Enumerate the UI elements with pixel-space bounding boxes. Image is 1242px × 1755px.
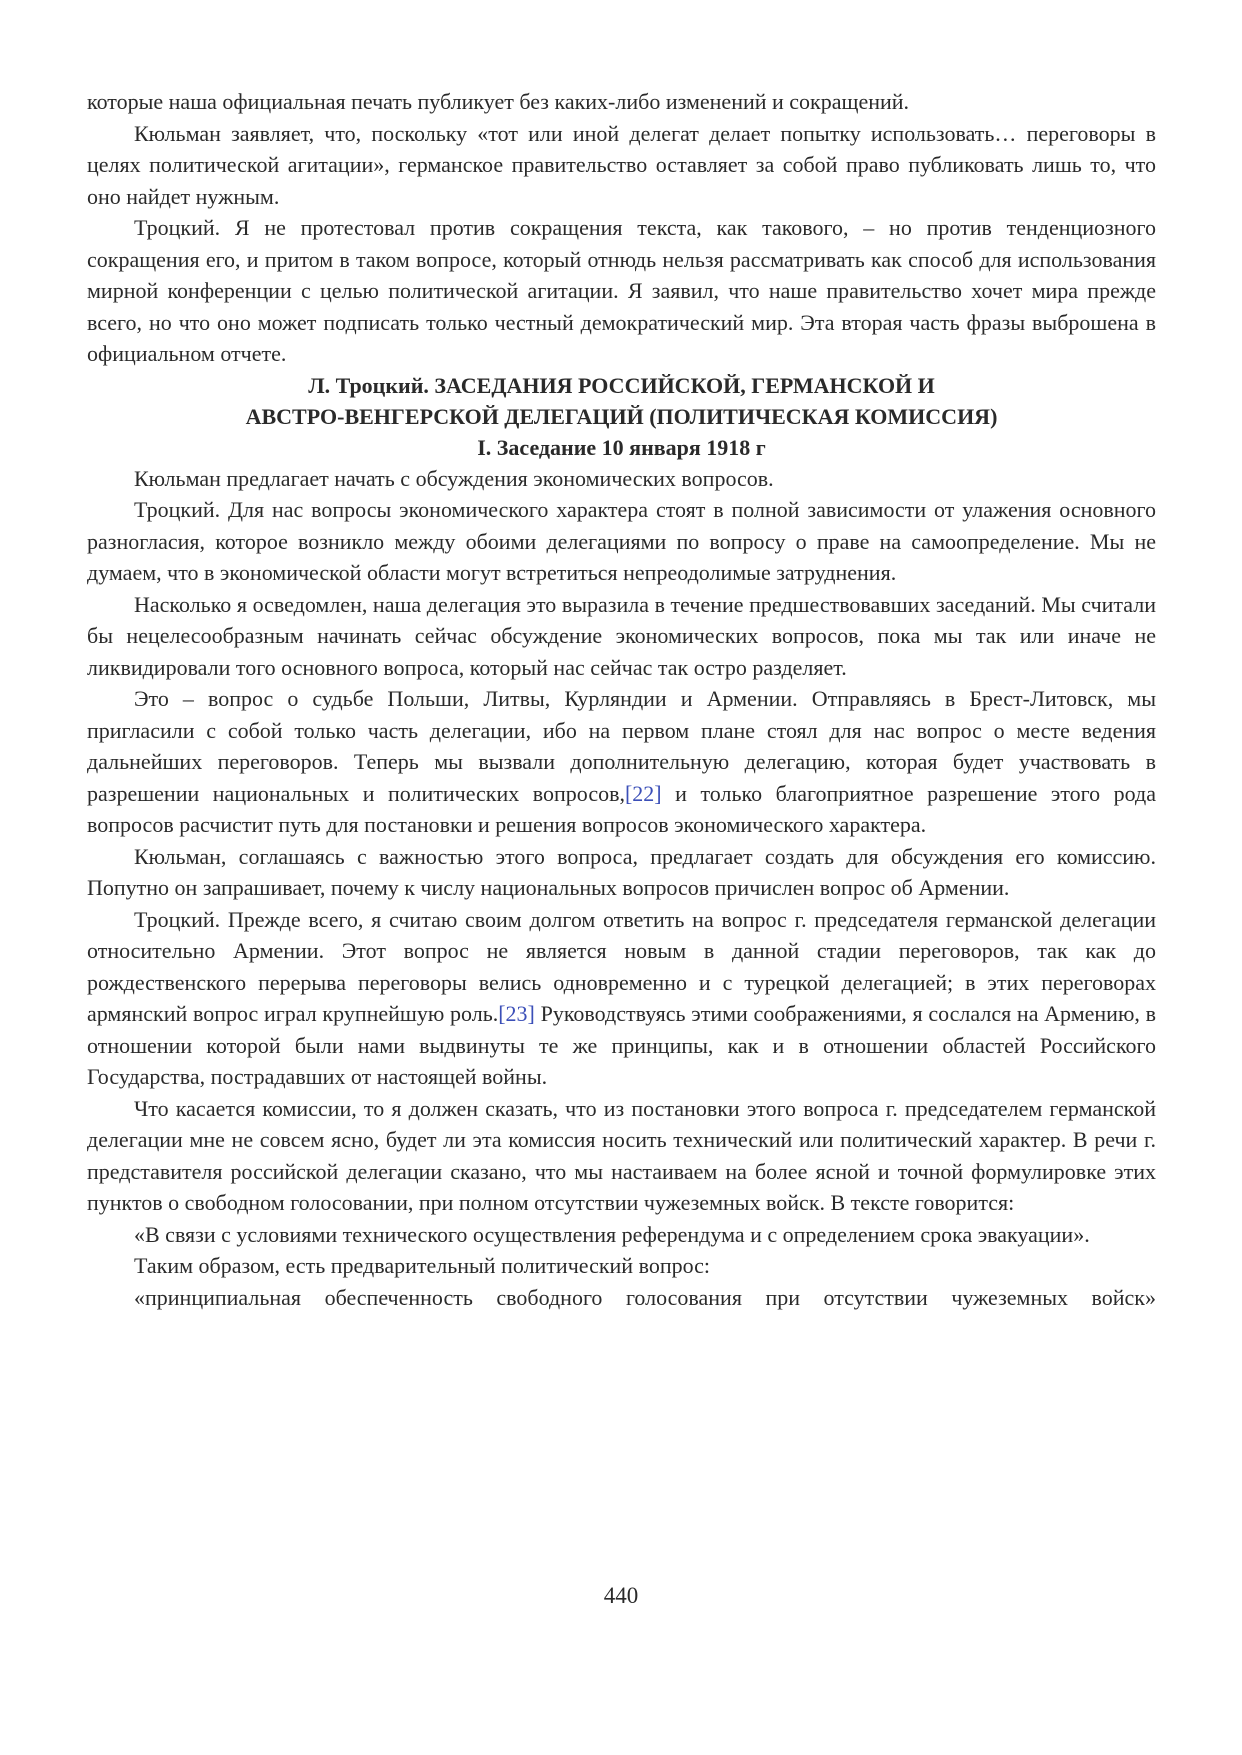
paragraph: Троцкий. Для нас вопросы экономического характера стоят в полной зависимости от улажения основного разногласия, которое возникло между обоими делегациями по вопросу о праве на самоопределение. Мы не думаем, что в экономической области могут встретиться непреодолимые затруднения.	[87, 497, 1156, 585]
footnote-link-23[interactable]: [23]	[498, 1001, 535, 1026]
paragraph-text: и только благоприятное разрешение этого рода вопросов расчистит путь для постановки и решения вопросов экономического характера.	[87, 780, 1156, 837]
paragraph	[87, 904, 1156, 1093]
paragraph: Что касается комиссии, то я должен сказать, что из постановки этого вопроса г. председателем германской делегации мне не совсем ясно, будет ли эта комиссия носить технический или политический характер. В речи г. представителя российской делегации сказано, что мы настаиваем на более ясной и точной формулировке этих пунктов о свободном голосовании, при полном отсутствии чужеземных войск. В тексте говорится:	[87, 1095, 1156, 1215]
quote-paragraph: «В связи с условиями технического осуществления референдума и с определением срока эвакуации».	[134, 1221, 1090, 1247]
paragraph: Насколько я осведомлен, наша делегация это выразила в течение предшествовавших заседаний. Мы считали бы нецелесообразным начинать сейчас обсуждение экономических вопросов, пока мы так или иначе не ликвидировали того основного вопроса, который нас сейчас так остро разделяет.	[87, 591, 1156, 680]
heading-line: АВСТРО-ВЕНГЕРСКОЙ ДЕЛЕГАЦИЙ (ПОЛИТИЧЕСКАЯ КОМИССИЯ)	[245, 403, 998, 429]
section-heading	[87, 370, 1156, 463]
paragraph-text: Руководствуясь этими соображениями, я сослался на Армению, в отношении которой были нами выдвинуты те же принципы, как и в отношении областей Российского Государства, пострадавших от настоящей войны.	[87, 1001, 1156, 1089]
quote-paragraph: «принципиальная обеспеченность свободного голосования при отсутствии чужеземных войск»	[134, 1284, 1156, 1310]
paragraph: Кюльман, соглашаясь с важностью этого вопроса, предлагает создать для обсуждения его комиссию. Попутно он запрашивает, почему к числу национальных вопросов причислен вопрос об Армении.	[87, 843, 1156, 900]
paragraph	[87, 683, 1156, 841]
paragraph: Таким образом, есть предварительный политический вопрос:	[134, 1253, 711, 1278]
page-number: 440	[603, 1583, 639, 1608]
paragraph: Кюльман заявляет, что, поскольку «тот или иной делегат делает попытку использовать… переговоры в целях политической агитации», германское правительство оставляет за собой право публиковать лишь то, что оно найдет нужным.	[87, 120, 1156, 209]
paragraph-text: Это – вопрос о судьбе Польши, Литвы, Курляндии и Армении. Отправляясь в Брест-Литовск, мы пригласили с собой только часть делегации, ибо на первом плане стоял для нас вопрос о месте ведения дальнейших переговоров. Теперь мы вызвали дополнительную делегацию, которая будет участвовать в разрешении национальных и политических вопросов,	[87, 686, 1156, 806]
footnote-link-22[interactable]: [22]	[624, 780, 662, 806]
paragraph: Троцкий. Я не протестовал против сокращения текста, как такового, – но против тенденциозного сокращения его, и притом в таком вопросе, который отнюдь нельзя рассматривать как способ для использования мирной конференции с целью политической агитации. Я заявил, что наше правительство хочет мира прежде всего, но что оно может подписать только честный демократический мир. Эта вторая часть фразы выброшена в официальном отчете.	[87, 215, 1156, 366]
heading-subtitle: I. Заседание 10 января 1918 г	[477, 434, 766, 460]
paragraph-text: Троцкий. Прежде всего, я считаю своим долгом ответить на вопрос г. председателя германской делегации относительно Армении. Этот вопрос не является новым в данной стадии переговоров, так как до рождественского перерыва переговоры велись одновременно и с турецкой делегацией; в этих переговорах армянский вопрос играл крупнейшую роль.	[87, 906, 1156, 1026]
page-body	[87, 86, 1156, 1313]
heading-line: Л. Троцкий. ЗАСЕДАНИЯ РОССИЙСКОЙ, ГЕРМАНСКОЙ И	[308, 372, 935, 398]
paragraph: которые наша официальная печать публикует без каких-либо изменений и сокращений.	[87, 89, 910, 114]
paragraph: Кюльман предлагает начать с обсуждения экономических вопросов.	[134, 465, 774, 491]
